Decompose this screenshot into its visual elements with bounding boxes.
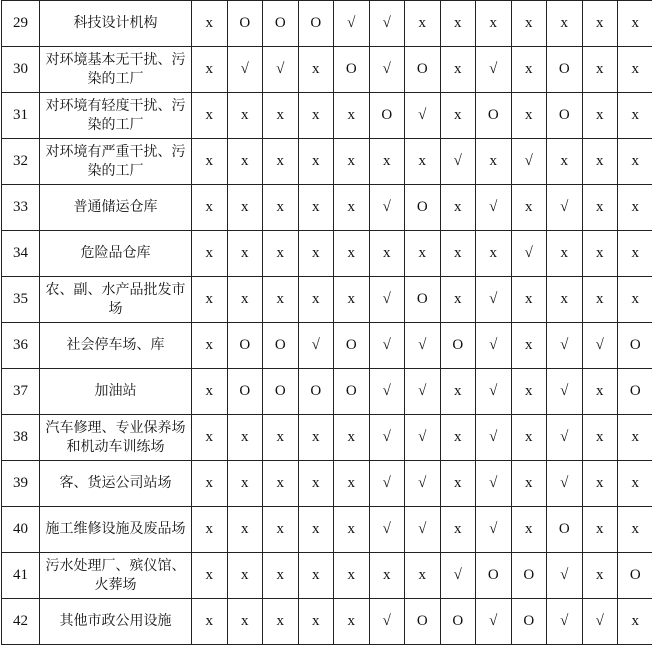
compatibility-mark: O [618, 323, 652, 369]
compatibility-mark: x [334, 231, 370, 277]
compatibility-mark: √ [582, 323, 618, 369]
compatibility-mark: √ [582, 599, 618, 645]
compatibility-mark: x [511, 47, 547, 93]
compatibility-mark: x [405, 139, 441, 185]
compatibility-mark: √ [369, 185, 405, 231]
compatibility-mark: x [476, 1, 512, 47]
compatibility-mark: √ [547, 323, 583, 369]
compatibility-mark: x [511, 369, 547, 415]
compatibility-mark: O [547, 47, 583, 93]
table-row [2, 599, 652, 645]
compatibility-mark: √ [405, 461, 441, 507]
compatibility-mark: x [334, 461, 370, 507]
compatibility-mark: x [298, 507, 334, 553]
compatibility-mark: √ [369, 507, 405, 553]
compatibility-mark: x [618, 599, 652, 645]
table-row [2, 1, 652, 47]
compatibility-mark: x [582, 461, 618, 507]
table-row [2, 461, 652, 507]
compatibility-mark: x [263, 599, 299, 645]
table-row [2, 185, 652, 231]
compatibility-mark: x [227, 461, 263, 507]
compatibility-mark: x [440, 1, 476, 47]
compatibility-mark: x [192, 507, 228, 553]
compatibility-mark: x [547, 139, 583, 185]
compatibility-mark: O [334, 323, 370, 369]
compatibility-mark: x [582, 369, 618, 415]
compatibility-mark: √ [476, 47, 512, 93]
compatibility-mark: x [263, 461, 299, 507]
compatibility-mark: √ [547, 185, 583, 231]
compatibility-mark: O [227, 1, 263, 47]
compatibility-mark: x [618, 507, 652, 553]
compatibility-mark: x [298, 415, 334, 461]
facility-name: 施工维修设施及废品场 [40, 507, 192, 553]
compatibility-mark: √ [369, 47, 405, 93]
facility-name: 污水处理厂、殡仪馆、火葬场 [40, 553, 192, 599]
compatibility-mark: O [298, 1, 334, 47]
compatibility-mark: √ [476, 277, 512, 323]
table-row [2, 277, 652, 323]
compatibility-mark: O [618, 553, 652, 599]
compatibility-mark: x [192, 323, 228, 369]
compatibility-mark: x [440, 369, 476, 415]
compatibility-mark: x [618, 231, 652, 277]
facility-name: 危险品仓库 [40, 231, 192, 277]
compatibility-mark: O [618, 369, 652, 415]
compatibility-mark: x [405, 1, 441, 47]
row-number: 37 [2, 369, 40, 415]
compatibility-mark: √ [547, 599, 583, 645]
row-number: 29 [2, 1, 40, 47]
compatibility-mark: O [298, 369, 334, 415]
row-number: 42 [2, 599, 40, 645]
compatibility-mark: √ [440, 139, 476, 185]
facility-name: 其他市政公用设施 [40, 599, 192, 645]
compatibility-mark: x [440, 93, 476, 139]
compatibility-mark: √ [511, 231, 547, 277]
compatibility-mark: O [440, 599, 476, 645]
compatibility-mark: x [192, 277, 228, 323]
row-number: 35 [2, 277, 40, 323]
compatibility-mark: x [227, 231, 263, 277]
compatibility-mark: O [227, 369, 263, 415]
facility-name: 加油站 [40, 369, 192, 415]
compatibility-mark: x [227, 507, 263, 553]
compatibility-mark: √ [476, 185, 512, 231]
compatibility-mark: x [298, 461, 334, 507]
compatibility-mark: x [263, 185, 299, 231]
compatibility-mark: x [227, 139, 263, 185]
compatibility-mark: x [192, 599, 228, 645]
compatibility-mark: x [440, 47, 476, 93]
table-row [2, 507, 652, 553]
compatibility-mark: x [582, 1, 618, 47]
compatibility-mark: O [405, 599, 441, 645]
compatibility-mark: O [263, 1, 299, 47]
facility-name: 社会停车场、库 [40, 323, 192, 369]
compatibility-mark: x [511, 1, 547, 47]
compatibility-mark: √ [369, 277, 405, 323]
compatibility-mark: √ [369, 323, 405, 369]
compatibility-mark: x [298, 599, 334, 645]
compatibility-mark: x [511, 93, 547, 139]
row-number: 40 [2, 507, 40, 553]
compatibility-mark: x [582, 507, 618, 553]
facility-name: 农、副、水产品批发市场 [40, 277, 192, 323]
table-row [2, 47, 652, 93]
row-number: 30 [2, 47, 40, 93]
compatibility-mark: √ [511, 139, 547, 185]
compatibility-mark: x [334, 553, 370, 599]
compatibility-mark: x [334, 93, 370, 139]
compatibility-mark: x [298, 47, 334, 93]
compatibility-mark: √ [369, 369, 405, 415]
compatibility-mark: x [192, 47, 228, 93]
compatibility-mark: x [369, 553, 405, 599]
table-row [2, 93, 652, 139]
compatibility-mark: x [263, 139, 299, 185]
compatibility-mark: O [334, 369, 370, 415]
table-row [2, 323, 652, 369]
compatibility-mark: O [511, 553, 547, 599]
compatibility-mark: x [334, 507, 370, 553]
compatibility-mark: x [263, 231, 299, 277]
compatibility-mark: x [405, 553, 441, 599]
compatibility-mark: x [582, 47, 618, 93]
table-row [2, 139, 652, 185]
compatibility-mark: x [511, 415, 547, 461]
compatibility-mark: x [334, 277, 370, 323]
compatibility-mark: x [547, 1, 583, 47]
compatibility-mark: x [263, 553, 299, 599]
row-number: 36 [2, 323, 40, 369]
compatibility-mark: x [227, 599, 263, 645]
compatibility-mark: O [405, 277, 441, 323]
compatibility-mark: √ [369, 599, 405, 645]
compatibility-mark: x [440, 277, 476, 323]
compatibility-mark: O [440, 323, 476, 369]
compatibility-mark: x [334, 139, 370, 185]
compatibility-mark: x [192, 461, 228, 507]
compatibility-mark: O [547, 93, 583, 139]
compatibility-mark: x [334, 185, 370, 231]
compatibility-mark: x [547, 231, 583, 277]
compatibility-mark: x [582, 185, 618, 231]
row-number: 32 [2, 139, 40, 185]
compatibility-mark: x [334, 415, 370, 461]
compatibility-mark: x [440, 507, 476, 553]
compatibility-mark: x [547, 277, 583, 323]
table-body [2, 1, 652, 645]
compatibility-mark: √ [547, 369, 583, 415]
row-number: 31 [2, 93, 40, 139]
table-row [2, 553, 652, 599]
compatibility-mark: x [192, 415, 228, 461]
compatibility-mark: x [476, 139, 512, 185]
compatibility-mark: √ [263, 47, 299, 93]
facility-name: 汽车修理、专业保养场和机动车训练场 [40, 415, 192, 461]
compatibility-mark: x [192, 553, 228, 599]
compatibility-mark: x [263, 277, 299, 323]
compatibility-mark: x [582, 93, 618, 139]
compatibility-mark: x [618, 47, 652, 93]
compatibility-mark: x [227, 185, 263, 231]
facility-name: 对环境基本无干扰、污染的工厂 [40, 47, 192, 93]
compatibility-mark: x [618, 1, 652, 47]
compatibility-mark: x [263, 93, 299, 139]
compatibility-mark: O [227, 323, 263, 369]
row-number: 41 [2, 553, 40, 599]
row-number: 39 [2, 461, 40, 507]
compatibility-mark: √ [476, 323, 512, 369]
compatibility-mark: x [582, 231, 618, 277]
compatibility-mark: x [227, 553, 263, 599]
row-number: 34 [2, 231, 40, 277]
compatibility-mark: x [582, 277, 618, 323]
compatibility-mark: x [582, 139, 618, 185]
compatibility-mark: √ [476, 461, 512, 507]
compatibility-mark: O [263, 323, 299, 369]
facility-name: 对环境有严重干扰、污染的工厂 [40, 139, 192, 185]
compatibility-mark: O [511, 599, 547, 645]
compatibility-mark: x [582, 553, 618, 599]
compatibility-mark: x [192, 231, 228, 277]
compatibility-mark: √ [369, 1, 405, 47]
compatibility-mark: x [227, 93, 263, 139]
compatibility-mark: x [476, 231, 512, 277]
compatibility-mark: x [440, 461, 476, 507]
compatibility-mark: √ [476, 507, 512, 553]
compatibility-mark: √ [369, 461, 405, 507]
compatibility-mark: x [618, 185, 652, 231]
compatibility-mark: x [298, 277, 334, 323]
compatibility-mark: x [511, 277, 547, 323]
compatibility-mark: x [405, 231, 441, 277]
table-row [2, 369, 652, 415]
compatibility-mark: x [263, 415, 299, 461]
compatibility-mark: x [618, 93, 652, 139]
compatibility-mark: x [227, 415, 263, 461]
compatibility-mark: √ [476, 415, 512, 461]
compatibility-mark: x [440, 415, 476, 461]
row-number: 38 [2, 415, 40, 461]
compatibility-mark: O [476, 93, 512, 139]
compatibility-mark: O [547, 507, 583, 553]
compatibility-mark: x [298, 185, 334, 231]
compatibility-mark: √ [298, 323, 334, 369]
compatibility-mark: √ [440, 553, 476, 599]
compatibility-mark: x [511, 507, 547, 553]
compatibility-mark: x [334, 599, 370, 645]
compatibility-mark: x [618, 415, 652, 461]
compatibility-mark: x [298, 231, 334, 277]
compatibility-mark: x [263, 507, 299, 553]
compatibility-mark: x [192, 93, 228, 139]
compatibility-mark: √ [476, 599, 512, 645]
compatibility-mark: √ [405, 415, 441, 461]
compatibility-mark: √ [405, 323, 441, 369]
compatibility-mark: O [405, 47, 441, 93]
compatibility-mark: x [511, 323, 547, 369]
table-row [2, 415, 652, 461]
compatibility-mark: x [511, 185, 547, 231]
row-number: 33 [2, 185, 40, 231]
facility-name: 对环境有轻度干扰、污染的工厂 [40, 93, 192, 139]
facility-name: 科技设计机构 [40, 1, 192, 47]
compatibility-mark: x [192, 1, 228, 47]
compatibility-mark: x [192, 369, 228, 415]
compatibility-mark: x [618, 461, 652, 507]
compatibility-mark: O [405, 185, 441, 231]
facility-name: 普通储运仓库 [40, 185, 192, 231]
compatibility-mark: x [192, 139, 228, 185]
compatibility-mark: √ [369, 415, 405, 461]
table-row [2, 231, 652, 277]
compatibility-mark: √ [405, 369, 441, 415]
compatibility-mark: O [263, 369, 299, 415]
compatibility-mark: O [476, 553, 512, 599]
compatibility-mark: √ [227, 47, 263, 93]
compatibility-mark: x [192, 185, 228, 231]
facility-name: 客、货运公司站场 [40, 461, 192, 507]
compatibility-mark: x [298, 93, 334, 139]
compatibility-mark: √ [405, 507, 441, 553]
compatibility-mark: √ [476, 369, 512, 415]
compatibility-mark: √ [547, 553, 583, 599]
compatibility-mark: x [618, 277, 652, 323]
compatibility-mark: O [369, 93, 405, 139]
compatibility-mark: x [298, 139, 334, 185]
compatibility-mark: x [511, 461, 547, 507]
land-use-compatibility-table [1, 0, 652, 645]
compatibility-mark: x [227, 277, 263, 323]
compatibility-mark: √ [547, 415, 583, 461]
compatibility-mark: x [369, 139, 405, 185]
compatibility-mark: x [440, 231, 476, 277]
compatibility-mark: √ [334, 1, 370, 47]
compatibility-mark: √ [405, 93, 441, 139]
compatibility-mark: x [582, 415, 618, 461]
compatibility-mark: O [334, 47, 370, 93]
compatibility-mark: x [618, 139, 652, 185]
compatibility-mark: √ [547, 461, 583, 507]
compatibility-mark: x [440, 185, 476, 231]
compatibility-mark: x [369, 231, 405, 277]
compatibility-mark: x [298, 553, 334, 599]
